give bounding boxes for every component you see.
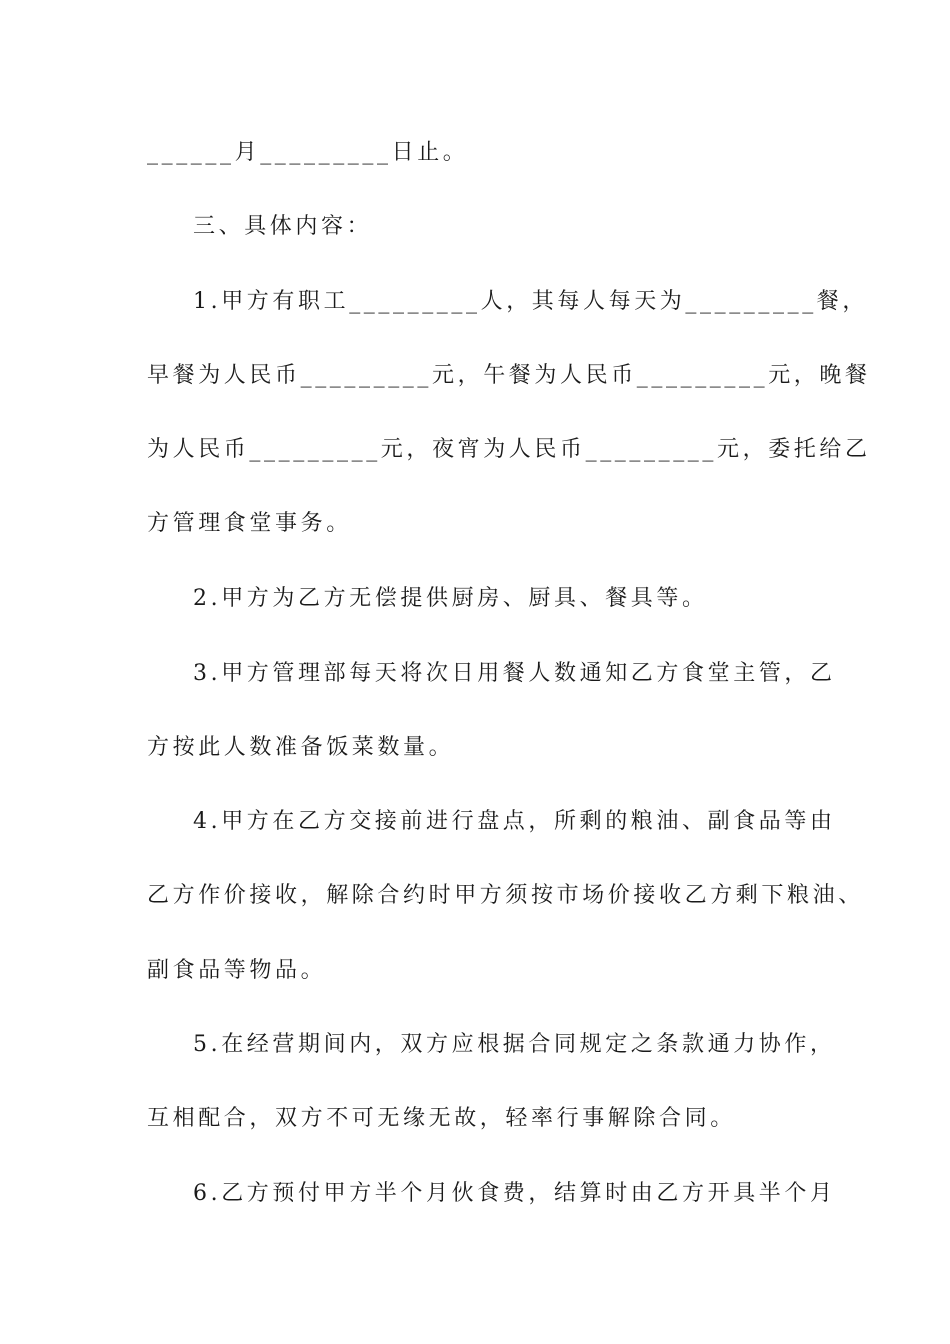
clause-2: 2.甲方为乙方无偿提供厨房、厨具、餐具等。 bbox=[193, 586, 708, 611]
clause-4-line-2: 乙方作价接收，解除合约时甲方须按市场价接收乙方剩下粮油、 bbox=[147, 883, 864, 908]
text-line-date-end: ______月_________日止。 bbox=[147, 140, 469, 165]
clause-3-line-2: 方按此人数准备饭菜数量。 bbox=[147, 735, 455, 760]
clause-6-line-1: 6.乙方预付甲方半个月伙食费，结算时由乙方开具半个月 bbox=[193, 1181, 836, 1206]
clause-1-line-3: 为人民币_________元，夜宵为人民币_________元，委托给乙 bbox=[147, 437, 871, 462]
clause-1-line-1: 1.甲方有职工_________人，其每人每天为_________餐， bbox=[193, 289, 868, 314]
clause-3-line-1: 3.甲方管理部每天将次日用餐人数通知乙方食堂主管，乙 bbox=[193, 661, 836, 686]
clause-5-line-2: 互相配合，双方不可无缘无故，轻率行事解除合同。 bbox=[147, 1106, 736, 1131]
clause-4-line-3: 副食品等物品。 bbox=[147, 958, 327, 983]
section-heading-content: 三、具体内容： bbox=[193, 214, 373, 239]
clause-4-line-1: 4.甲方在乙方交接前进行盘点，所剩的粮油、副食品等由 bbox=[193, 809, 836, 834]
clause-1-line-2: 早餐为人民币_________元，午餐为人民币_________元，晚餐 bbox=[147, 363, 871, 388]
clause-1-line-4: 方管理食堂事务。 bbox=[147, 511, 352, 536]
clause-5-line-1: 5.在经营期间内，双方应根据合同规定之条款通力协作， bbox=[193, 1032, 836, 1057]
